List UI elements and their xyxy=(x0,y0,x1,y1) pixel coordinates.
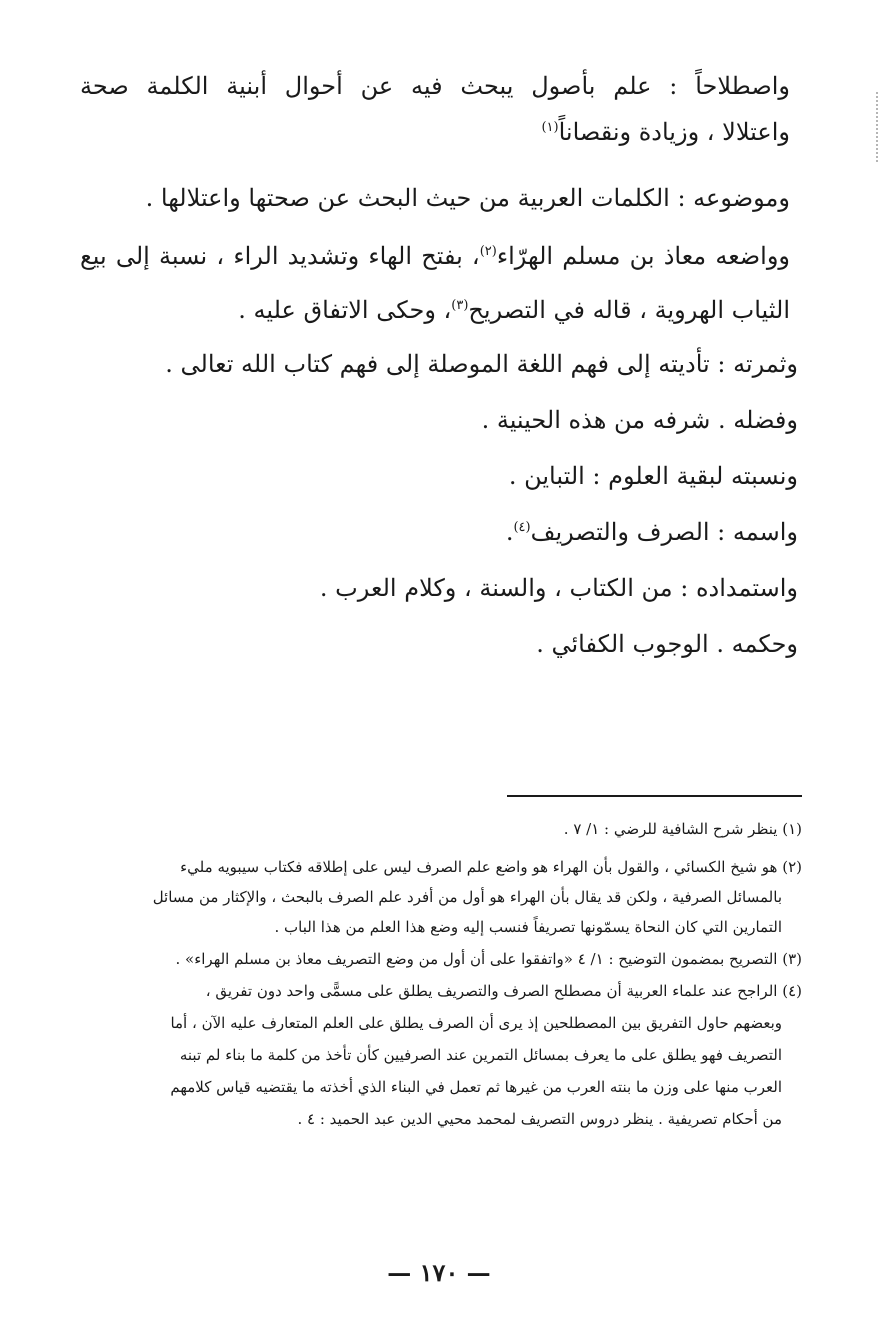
footnote-separator xyxy=(507,795,802,797)
para-merit: وفضله . شرفه من هذه الحينية . xyxy=(481,406,798,434)
para-founder-line-1: وواضعه معاذ بن مسلم الهرّاء$^{(٢)}$، بفتح الهاء وتشديد الراء ، نسبة إلى بيع xyxy=(80,242,790,270)
footnote-1: (١) ينظر شرح الشافية للرضي : ١/ ٧ . xyxy=(563,820,802,838)
footnote-2-line-3: التمارين التي كان النحاة يسمّونها تصريفاً فنسب إليه وضع هذا العلم من هذا الباب . xyxy=(274,918,782,936)
footnote-ref-2[interactable]: (٢) xyxy=(479,244,497,259)
margin-scan-mark xyxy=(870,92,878,162)
footnote-4-line-4: العرب منها على وزن ما بنته العرب من غيرها ثم تعمل في البناء الذي أخذته ما يقتضيه قياس كلامهم xyxy=(170,1078,782,1096)
para-fruit: وثمرته : تأديته إلى فهم اللغة الموصلة إلى فهم كتاب الله تعالى . xyxy=(165,350,798,378)
page-number: — ١٧٠ — xyxy=(387,1258,491,1287)
footnote-ref-1[interactable]: (١) xyxy=(541,120,559,135)
footnote-2-line-1: (٢) هو شيخ الكسائي ، والقول بأن الهراء هو واضع علم الصرف ليس على إطلاقه فكتاب سيبويه مليء xyxy=(180,858,802,876)
footnote-ref-3[interactable]: (٣) xyxy=(451,298,469,313)
footnote-3: (٣) التصريح بمضمون التوضيح : ١/ ٤ «واتفقوا على أن أول من وضع التصريف معاذ بن مسلم الهراء» . xyxy=(175,950,802,968)
footnote-ref-4[interactable]: (٤) xyxy=(513,520,531,535)
para-definition-line-2: واعتلالا ، وزيادة ونقصاناً$^{(١)}$ xyxy=(541,118,790,146)
para-founder-line-2: الثياب الهروية ، قاله في التصريح$^{(٣)}$، وحكى الاتفاق عليه . xyxy=(238,296,790,324)
footnote-4-line-5: من أحكام تصريفية . ينظر دروس التصريف لمحمد محيي الدين عبد الحميد : ٤ . xyxy=(297,1110,782,1128)
para-definition-line-1: واصطلاحاً : علم بأصول يبحث فيه عن أحوال أبنية الكلمة صحة xyxy=(80,72,790,100)
footnote-4-line-1: (٤) الراجح عند علماء العربية أن مصطلح الصرف والتصريف يطلق على مسمًّى واحد دون تفريق ، xyxy=(205,982,802,1000)
footnote-4-line-2: وبعضهم حاول التفريق بين المصطلحين إذ يرى أن الصرف يطلق على العلم المتعارف عليه الآن ، أما xyxy=(170,1014,782,1032)
footnote-4-line-3: التصريف فهو يطلق على ما يعرف بمسائل التمرين عند الصرفيين كأن تأخذ من كلمة ما بناء لم تبنه xyxy=(179,1046,782,1064)
para-ruling: وحكمه . الوجوب الكفائي . xyxy=(536,630,798,658)
para-relation: ونسبته لبقية العلوم : التباين . xyxy=(508,462,798,490)
para-subject: وموضوعه : الكلمات العربية من حيث البحث عن صحتها واعتلالها . xyxy=(145,184,790,212)
footnote-2-line-2: بالمسائل الصرفية ، ولكن قد يقال بأن الهراء هو أول من أفرد علم الصرف بالبحث ، والإكثار من مسائل xyxy=(152,888,782,906)
para-sources: واستمداده : من الكتاب ، والسنة ، وكلام العرب . xyxy=(319,574,798,602)
para-name: واسمه : الصرف والتصريف$^{(٤)}$. xyxy=(505,518,798,546)
